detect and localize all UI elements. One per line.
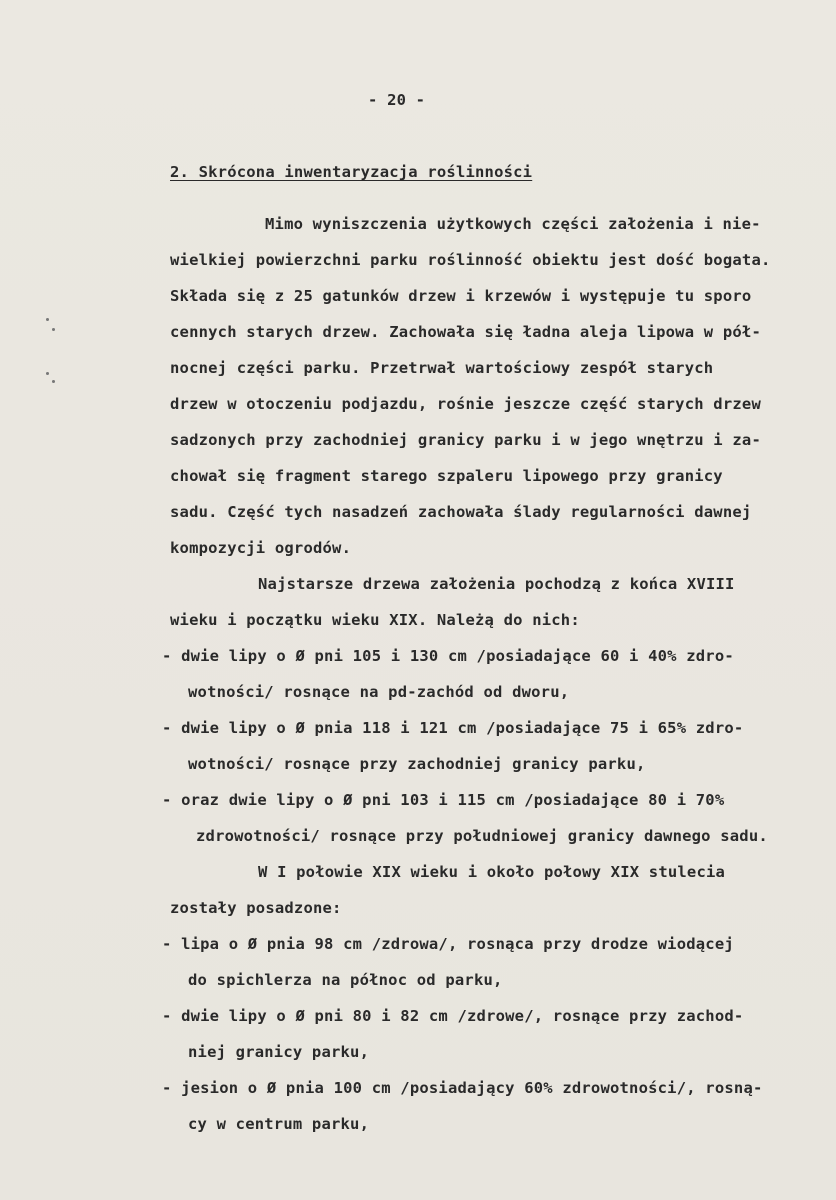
- text-line: chował się fragment starego szpaleru lipowego przy granicy: [170, 467, 723, 485]
- paper-speck: [46, 318, 49, 321]
- text-line: wieku i początku wieku XIX. Należą do nich:: [170, 611, 580, 629]
- text-line: drzew w otoczeniu podjazdu, rośnie jeszcze część starych drzew: [170, 395, 761, 413]
- text-line: sadu. Część tych nasadzeń zachowała ślady regularności dawnej: [170, 503, 752, 521]
- paper-speck: [52, 380, 55, 383]
- list-item: - oraz dwie lipy o Ø pni 103 i 115 cm /posiadające 80 i 70%: [162, 791, 725, 809]
- list-item-continuation: wotności/ rosnące na pd-zachód od dworu,: [188, 683, 570, 701]
- list-item-continuation: zdrowotności/ rosnące przy południowej granicy dawnego sadu.: [196, 827, 768, 845]
- text-line: Mimo wyniszczenia użytkowych części założenia i nie-: [265, 215, 761, 233]
- section-heading: 2. Skrócona inwentaryzacja roślinności: [170, 163, 533, 181]
- page-number: - 20 -: [368, 91, 426, 109]
- text-line: kompozycji ogrodów.: [170, 539, 352, 557]
- text-line: sadzonych przy zachodniej granicy parku i w jego wnętrzu i za-: [170, 431, 761, 449]
- text-line: zostały posadzone:: [170, 899, 342, 917]
- list-item-continuation: wotności/ rosnące przy zachodniej granicy parku,: [188, 755, 646, 773]
- text-line: Składa się z 25 gatunków drzew i krzewów i występuje tu sporo: [170, 287, 752, 305]
- list-item: - dwie lipy o Ø pni 105 i 130 cm /posiadające 60 i 40% zdro-: [162, 647, 734, 665]
- list-item: - dwie lipy o Ø pni 80 i 82 cm /zdrowe/, rosnące przy zachod-: [162, 1007, 744, 1025]
- text-line: cennych starych drzew. Zachowała się ładna aleja lipowa w pół-: [170, 323, 761, 341]
- list-item: - lipa o Ø pnia 98 cm /zdrowa/, rosnąca przy drodze wiodącej: [162, 935, 734, 953]
- text-line: nocnej części parku. Przetrwał wartościowy zespół starych: [170, 359, 714, 377]
- paper-speck: [46, 372, 49, 375]
- list-item-continuation: do spichlerza na północ od parku,: [188, 971, 503, 989]
- list-item: - dwie lipy o Ø pnia 118 i 121 cm /posiadające 75 i 65% zdro-: [162, 719, 744, 737]
- paper-speck: [52, 328, 55, 331]
- list-item-continuation: cy w centrum parku,: [188, 1115, 370, 1133]
- text-line: wielkiej powierzchni parku roślinność obiektu jest dość bogata.: [170, 251, 771, 269]
- list-item-continuation: niej granicy parku,: [188, 1043, 370, 1061]
- text-line: Najstarsze drzewa założenia pochodzą z końca XVIII: [258, 575, 735, 593]
- list-item: - jesion o Ø pnia 100 cm /posiadający 60% zdrowotności/, rosną-: [162, 1079, 763, 1097]
- text-line: W I połowie XIX wieku i około połowy XIX stulecia: [258, 863, 726, 881]
